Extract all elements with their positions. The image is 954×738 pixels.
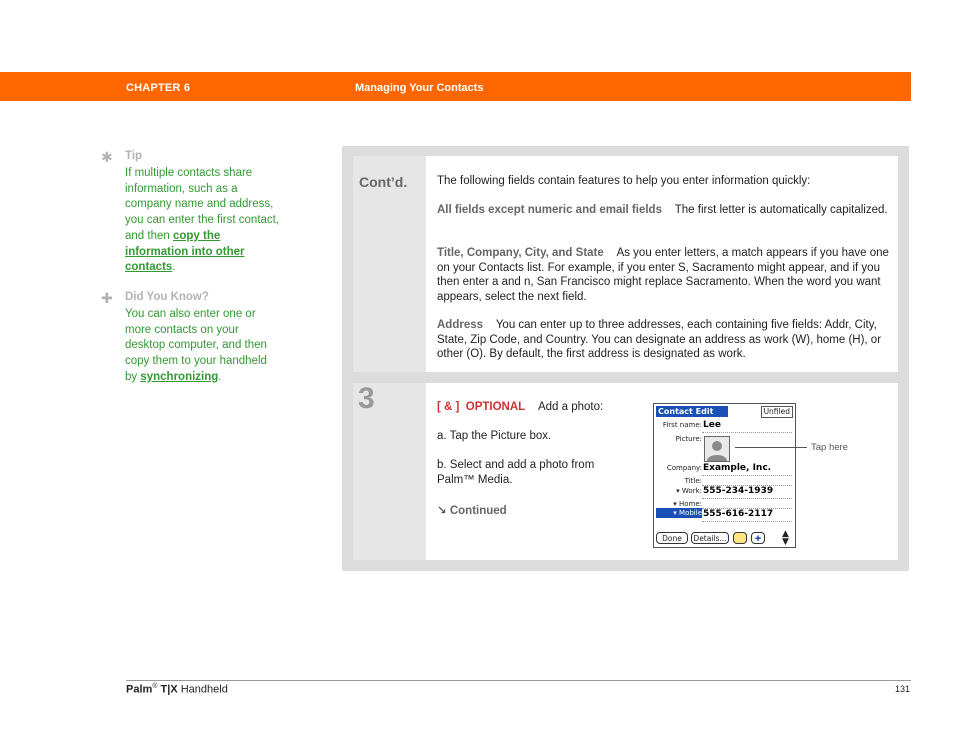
first-name-value: Lee [703,420,721,430]
field-capitalization [437,203,889,218]
plus-photo-icon[interactable]: ✚ [751,532,765,544]
did-you-know-label: Did You Know? [125,291,209,303]
arrow-down-right-icon: ↘ [437,505,447,517]
field-name: Address [437,319,484,331]
mobile-label[interactable]: ▾ Mobile [673,509,702,517]
did-you-know-block [101,291,281,411]
step-b: b. Select and add a photo from Palm™ Media. [437,459,595,486]
category-picker[interactable]: Unfiled [761,406,793,418]
company-label: Company: [666,464,702,472]
footer-product-name: Handheld [180,683,228,696]
field-desc: The first letter is automatically capitalized. [674,204,888,216]
footer-model: T|X [160,683,178,696]
field-desc: You can enter up to three addresses, each containing five fields: Addr, City, State, Zip Code, and Country. You can designate an address as work (W), home (H), or other (O). By default, the first address is designated as work. [437,319,882,361]
mobile-value: 555-616-2117 [703,509,774,519]
company-value: Example, Inc. [703,463,772,473]
callout-line [735,447,807,448]
did-you-know-text-body: You can also enter one or more contacts on your desktop computer, and then copy them to your handheld by [125,308,267,383]
field-underline [702,475,792,476]
field-desc: As you enter letters, a match appears if you have one on your Contacts list. For example, if you enter S, Sacramento might appear, and if you then enter a and n, San Francisco might replace Sacramento. When the word you want appears, select the next field. [437,247,889,303]
plus-icon: ✚ [101,290,113,306]
field-underline [702,521,792,522]
field-underline [702,498,792,499]
person-silhouette-icon [705,437,729,461]
field-underline [702,432,792,433]
chapter-number: CHAPTER 6 [126,82,191,94]
continued-text: Continued [449,505,507,517]
first-name-label: First name: [662,421,702,429]
footer-reg: ® [152,683,158,690]
contd-intro: The following fields contain features to help you enter information quickly: [437,175,811,187]
work-label[interactable]: ▾ Work: [676,487,702,495]
footer-brand: Palm [126,683,153,696]
device-title: Contact Edit [656,406,728,417]
step-heading-text: Add a photo: [537,401,604,413]
synchronizing-link[interactable]: synchronizing [140,370,219,383]
title-label: Title: [684,477,702,485]
field-address [437,318,889,362]
step-a: a. Tap the Picture box. [437,430,552,442]
field-name: Title, Company, City, and State [437,247,604,259]
tip-text-end: . [172,261,176,274]
picture-label: Picture: [675,435,702,443]
picture-box[interactable] [704,436,730,462]
scroll-arrows-icon[interactable]: ▲ ▼ [782,529,789,547]
asterisk-icon: ✱ [101,149,113,165]
copy-info-link[interactable]: copy the information into other contacts [125,229,245,274]
tip-text-body: If multiple contacts share information, such as a company name and address, you can enter the first contact, and then [125,167,280,242]
field-name: All fields except numeric and email fields [437,204,662,216]
step-number: 3 [358,382,375,415]
footer-product [126,683,228,696]
optional-tag: [ & ] [437,401,460,413]
contact-edit-screenshot [653,403,796,548]
work-value: 555-234-1939 [703,486,774,496]
contd-label: Cont’d. [359,174,408,190]
callout-tap-here: Tap here [811,442,848,453]
footer-rule [126,680,911,681]
note-icon[interactable] [733,532,747,544]
did-you-know-text-end: . [218,370,222,383]
step-heading [437,400,637,415]
details-button[interactable]: Details... [691,532,729,544]
continued-label [437,504,557,519]
home-label[interactable]: ▾ Home: [673,500,702,508]
field-autocomplete [437,246,889,304]
page-number: 131 [894,684,910,694]
did-you-know-text [125,307,281,386]
tip-label: Tip [125,150,143,162]
optional-label: OPTIONAL [465,401,526,413]
chapter-title: Managing Your Contacts [355,82,484,94]
tip-block [101,150,281,280]
done-button[interactable]: Done [656,532,688,544]
tip-text [125,166,281,276]
